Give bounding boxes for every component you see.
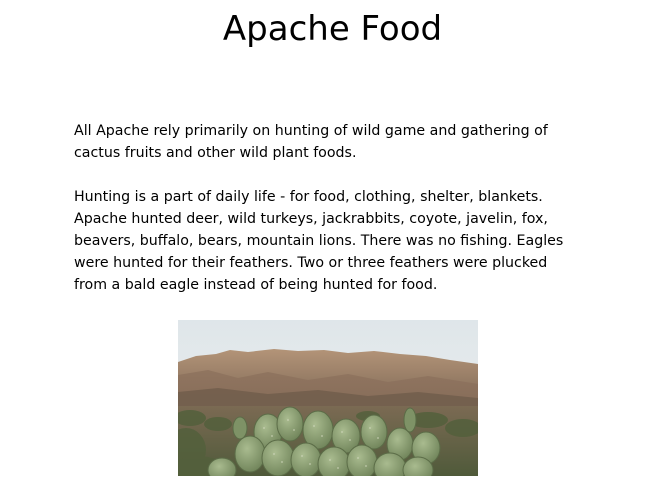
slide-title: Apache Food [222, 9, 443, 49]
prickly-pear-cactus [208, 407, 440, 476]
paragraph-hunting-daily-life: Hunting is a part of daily life - for food, clothing, shelter, blankets. Apache hunted deer, wild turkeys, jackrabbits, coyote, javelin, fox, beavers, buffalo, bears, mountain lions. There was no fishing. Eagles were hunted for their feathers. Two or three feathers were plucked from a bald eagle instead of being hunted for food. [74, 189, 564, 293]
desert-cactus-photo [178, 320, 478, 476]
paragraph-hunting-gathering: All Apache rely primarily on hunting of wild game and gathering of cactus fruits and other wild plant foods. [74, 123, 548, 161]
slide-body [74, 120, 594, 318]
